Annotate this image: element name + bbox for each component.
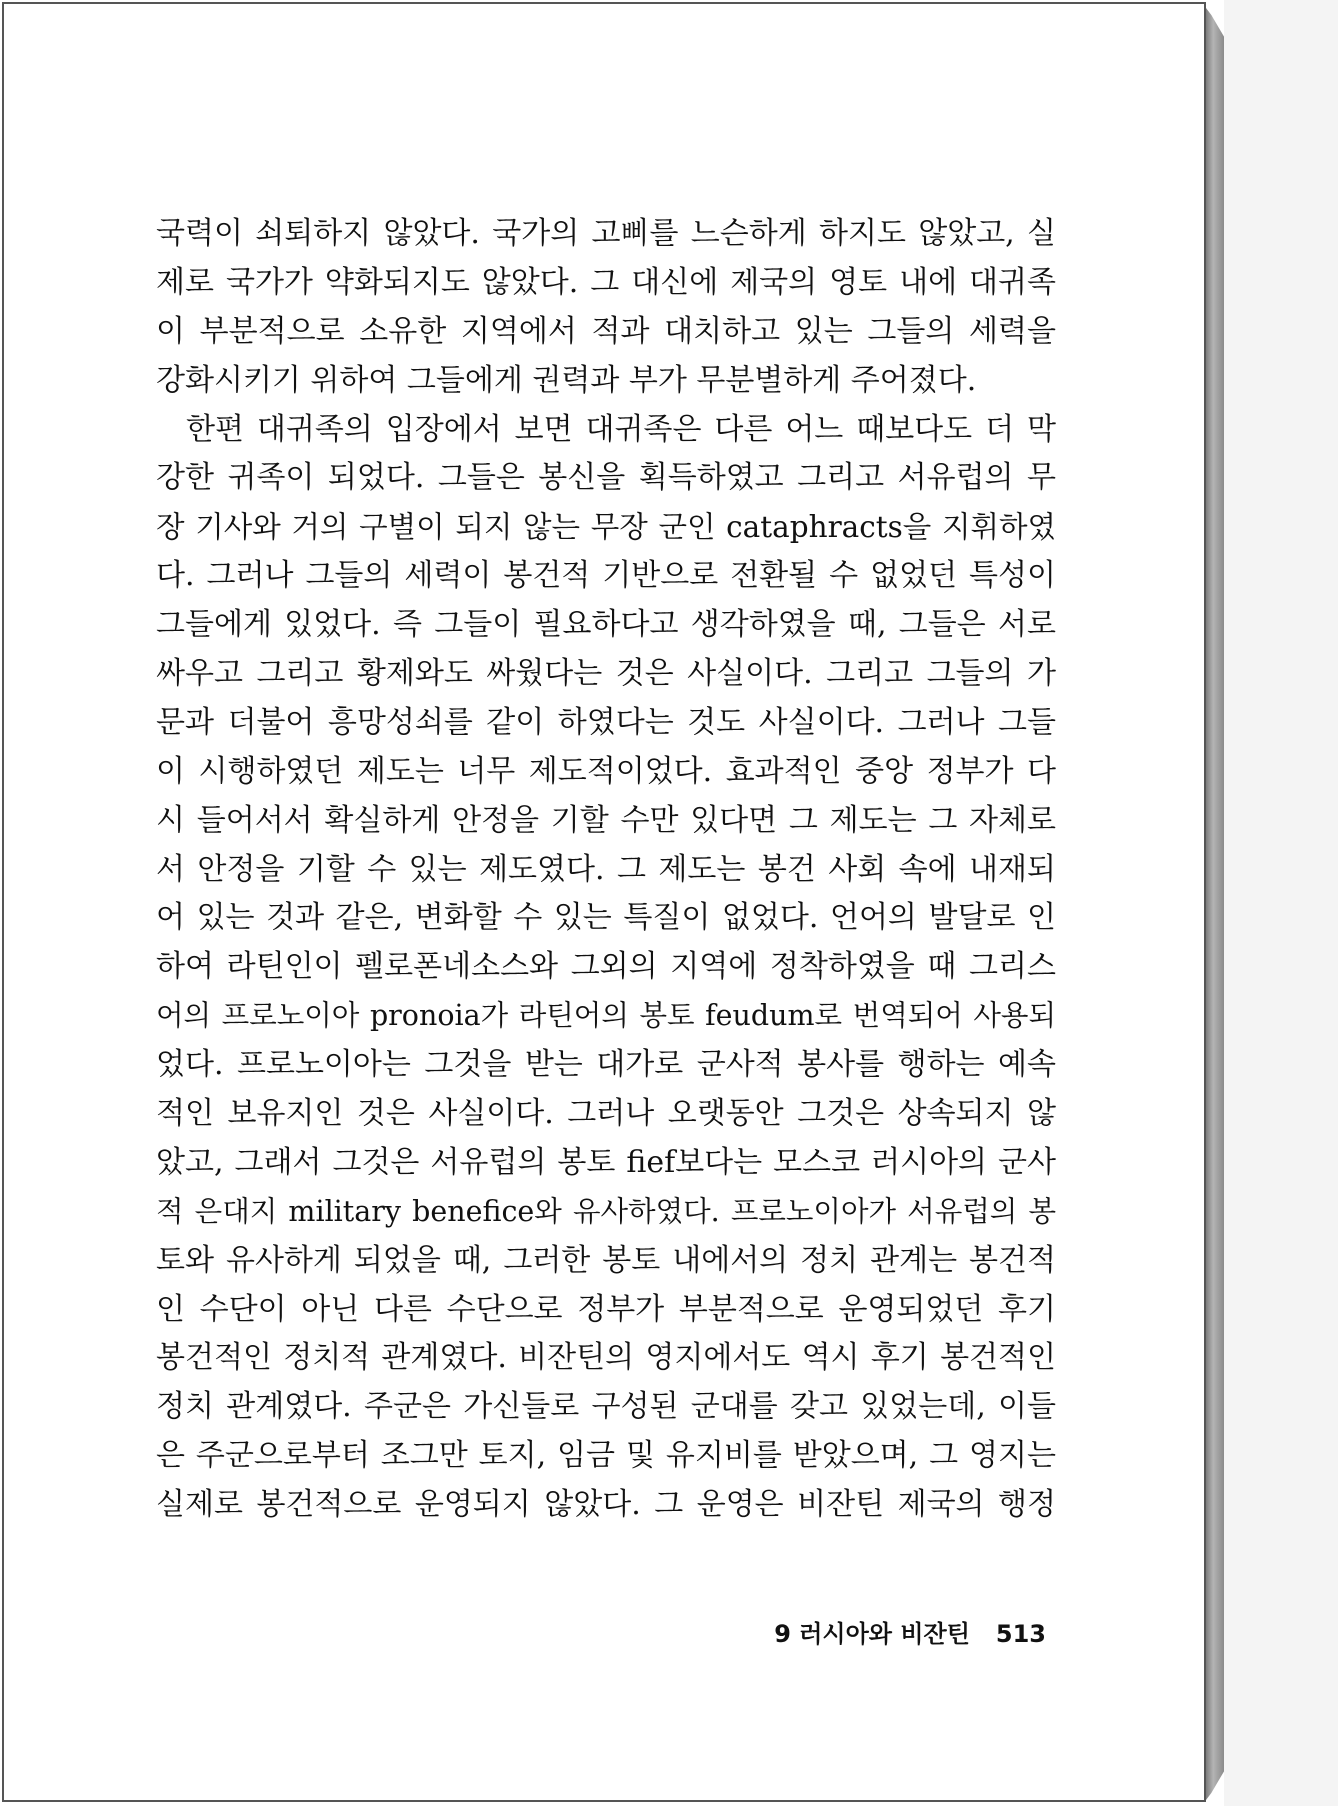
text-line: 시 들어서서 확실하게 안정을 기할 수만 있다면 그 제도는 그 자체로 (156, 802, 1056, 838)
text-line: 문과 더불어 흥망성쇠를 같이 하였다는 것도 사실이다. 그러나 그들 (156, 704, 1056, 740)
text-line: 그들에게 있었다. 즉 그들이 필요하다고 생각하였을 때, 그들은 서로 (156, 607, 1056, 643)
text-line: 았고, 그래서 그것은 서유럽의 봉토 fief보다는 모스코 러시아의 군사 (156, 1144, 1056, 1180)
text-line: 토와 유사하게 되었을 때, 그러한 봉토 내에서의 정치 관계는 봉건적 (156, 1242, 1056, 1278)
text-line: 싸우고 그리고 황제와도 싸웠다는 것은 사실이다. 그리고 그들의 가 (156, 656, 1056, 692)
text-line: 인 수단이 아닌 다른 수단으로 정부가 부분적으로 운영되었던 후기 (156, 1291, 1056, 1327)
text-line: 강화시키기 위하여 그들에게 권력과 부가 무분별하게 주어졌다. (156, 362, 977, 398)
text-line: 장 기사와 거의 구별이 되지 않는 무장 군인 cataphracts을 지휘하였 (156, 510, 1056, 545)
text-line: 다. 그러나 그들의 세력이 봉건적 기반으로 전환될 수 없었던 특성이 (156, 558, 1056, 594)
chapter-title: 9 러시아와 비잔틴 (774, 1620, 970, 1648)
page-footer (774, 1614, 1046, 1649)
text-line: 제로 국가가 약화되지도 않았다. 그 대신에 제국의 영토 내에 대귀족 (156, 264, 1056, 300)
text-line: 서 안정을 기할 수 있는 제도였다. 그 제도는 봉건 사회 속에 내재되 (156, 851, 1056, 887)
text-line: 실제로 봉건적으로 운영되지 않았다. 그 운영은 비잔틴 제국의 행정 (156, 1487, 1056, 1523)
text-line: 은 주군으로부터 조그만 토지, 임금 및 유지비를 받았으며, 그 영지는 (156, 1438, 1056, 1474)
text-line: 정치 관계였다. 주군은 가신들로 구성된 군대를 갖고 있었는데, 이들 (156, 1389, 1056, 1425)
body-text (156, 210, 1056, 1530)
page-background (1224, 0, 1338, 1806)
text-line: 봉건적인 정치적 관계였다. 비잔틴의 영지에서도 역시 후기 봉건적인 (156, 1340, 1056, 1376)
text-line: 어의 프로노이아 pronoia가 라틴어의 봉토 feudum로 번역되어 사용되 (156, 999, 1056, 1033)
text-line: 강한 귀족이 되었다. 그들은 봉신을 획득하였고 그리고 서유럽의 무 (156, 460, 1056, 496)
text-line: 한편 대귀족의 입장에서 보면 대귀족은 다른 어느 때보다도 더 막 (186, 411, 1056, 447)
text-line: 었다. 프로노이아는 그것을 받는 대가로 군사적 봉사를 행하는 예속 (156, 1047, 1056, 1083)
text-line: 이 시행하였던 제도는 너무 제도적이었다. 효과적인 중앙 정부가 다 (156, 753, 1056, 789)
page-edge (1206, 8, 1224, 1800)
text-line: 적 은대지 military benefice와 유사하였다. 프로노이아가 서유럽의 봉 (156, 1194, 1056, 1228)
text-line: 이 부분적으로 소유한 지역에서 적과 대치하고 있는 그들의 세력을 (156, 313, 1056, 349)
text-line: 적인 보유지인 것은 사실이다. 그러나 오랫동안 그것은 상속되지 않 (156, 1096, 1056, 1132)
page-number: 513 (995, 1620, 1046, 1648)
text-line: 어 있는 것과 같은, 변화할 수 있는 특질이 없었다. 언어의 발달로 인 (156, 900, 1056, 936)
text-line: 국력이 쇠퇴하지 않았다. 국가의 고삐를 느슨하게 하지도 않았고, 실 (156, 216, 1056, 251)
text-line: 하여 라틴인이 펠로폰네소스와 그외의 지역에 정착하였을 때 그리스 (156, 949, 1056, 985)
